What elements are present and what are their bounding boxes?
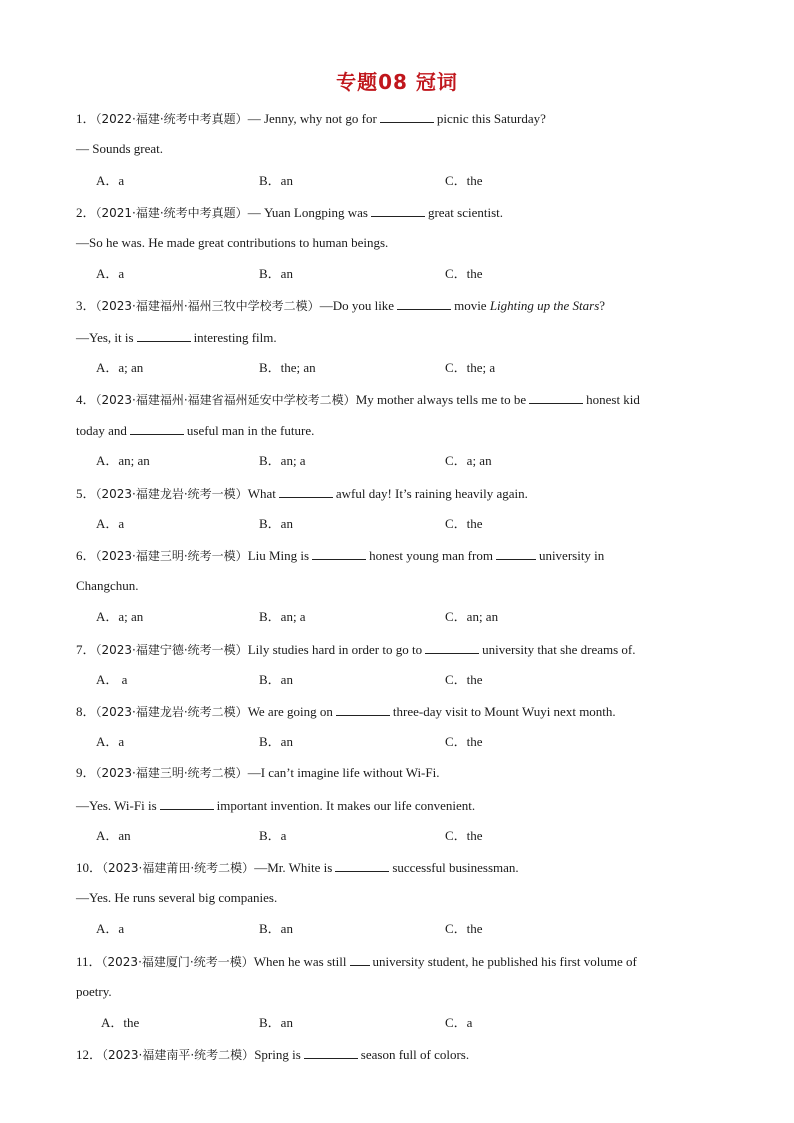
- answer-blank: [371, 204, 425, 217]
- question-source: （2021·福建·统考中考真题）: [95, 206, 248, 220]
- question-text: When he was still: [253, 954, 347, 969]
- answer-blank: [529, 391, 583, 404]
- question-number: 3．: [76, 298, 96, 313]
- question-text: awful day! It’s raining heavily again.: [335, 486, 528, 501]
- question-source: （2023·福建三明·统考一模）: [95, 549, 248, 563]
- question-text: My mother always tells me to be: [355, 392, 527, 407]
- option-a: A．the: [101, 1015, 140, 1030]
- reply-text: important invention. It makes our life convenient.: [216, 798, 476, 813]
- question-text: Liu Ming is: [247, 548, 310, 563]
- answer-blank: [137, 329, 191, 342]
- question-text: — Jenny, why not go for: [247, 111, 377, 126]
- option-a: A．an; an: [96, 453, 150, 468]
- question-text: useful man in the future.: [186, 423, 315, 438]
- question-text: Spring is: [254, 1047, 301, 1062]
- answer-blank: [350, 953, 370, 966]
- question-10: [76, 859, 519, 876]
- option-c: C．the: [445, 921, 483, 936]
- question-7: [76, 641, 636, 658]
- option-b: B．an: [259, 266, 293, 281]
- question-10-reply: —Yes. He runs several big companies.: [76, 890, 278, 905]
- option-a: A．a: [96, 173, 125, 188]
- question-source: （2023·福建福州·福建省福州延安中学校考二模）: [95, 393, 356, 407]
- question-text: honest young man from: [369, 548, 493, 563]
- option-c: C．the; a: [445, 360, 496, 375]
- question-text: today and: [76, 423, 127, 438]
- question-12: [76, 1046, 469, 1063]
- answer-blank: [380, 110, 434, 123]
- question-number: 7．: [76, 642, 96, 657]
- option-c: C．the: [445, 266, 483, 281]
- answer-blank: [425, 641, 479, 654]
- question-4: [76, 391, 640, 408]
- reply-text: —Yes. Wi-Fi is: [76, 798, 157, 813]
- question-text: ?: [599, 298, 606, 313]
- option-a: A．a; an: [96, 609, 144, 624]
- question-4-continued: [76, 422, 314, 439]
- answer-blank: [304, 1046, 358, 1059]
- option-a: A．a: [96, 921, 125, 936]
- question-number: 8．: [76, 704, 96, 719]
- option-b: B．an: [259, 1015, 293, 1030]
- question-source: （2023·福建三明·统考二模）: [95, 766, 248, 780]
- question-9: [76, 765, 439, 781]
- option-b: B．an: [259, 921, 293, 936]
- question-number: 9．: [76, 765, 96, 780]
- question-source: （2023·福建福州·福州三牧中学校考二模）: [95, 299, 320, 313]
- question-text: successful businessman.: [392, 860, 519, 875]
- question-text: Lily studies hard in order to go to: [247, 642, 423, 657]
- reply-text: interesting film.: [193, 330, 277, 345]
- question-text: three-day visit to Mount Wuyi next month.: [392, 704, 616, 719]
- question-8: [76, 703, 616, 720]
- question-2-reply: —So he was. He made great contributions to human beings.: [76, 235, 389, 250]
- option-a: A．an: [96, 828, 131, 843]
- question-text: university student, he published his first volume of: [372, 954, 637, 969]
- option-b: B．an: [259, 672, 293, 687]
- option-a: A．a; an: [96, 360, 144, 375]
- option-c: C．the: [445, 173, 483, 188]
- question-1: [76, 110, 546, 127]
- question-number: 2．: [76, 205, 96, 220]
- question-text: season full of colors.: [360, 1047, 470, 1062]
- option-b: B．a: [259, 828, 287, 843]
- page-title: 专题08 冠词: [336, 70, 458, 94]
- question-2: [76, 204, 503, 221]
- question-1-reply: — Sounds great.: [76, 141, 164, 156]
- question-number: 1．: [76, 111, 96, 126]
- option-c: C．the: [445, 828, 483, 843]
- question-text: movie: [454, 298, 487, 313]
- answer-blank: [130, 422, 184, 435]
- question-text: great scientist.: [427, 205, 504, 220]
- question-3-reply: [76, 329, 277, 346]
- option-b: B．the; an: [259, 360, 316, 375]
- question-source: （2023·福建南平·统考二模）: [102, 1048, 255, 1062]
- question-number: 4．: [76, 392, 96, 407]
- answer-blank: [160, 797, 214, 810]
- question-source: （2022·福建·统考中考真题）: [95, 112, 248, 126]
- question-number: 5．: [76, 486, 96, 501]
- answer-blank: [496, 547, 536, 560]
- option-c: C．the: [445, 672, 483, 687]
- question-text: picnic this Saturday?: [436, 111, 546, 126]
- question-text: We are going on: [247, 704, 333, 719]
- answer-blank: [397, 297, 451, 310]
- question-text: university that she dreams of.: [482, 642, 636, 657]
- question-source: （2023·福建莆田·统考二模）: [102, 861, 255, 875]
- question-number: 10．: [76, 860, 103, 875]
- option-a: A．a: [96, 516, 125, 531]
- question-number: 6．: [76, 548, 96, 563]
- option-a: A． a: [96, 672, 128, 687]
- question-text: What: [247, 486, 276, 501]
- question-text: —Mr. White is: [254, 860, 333, 875]
- question-source: （2023·福建厦门·统考一模）: [101, 955, 254, 969]
- option-c: C．a: [445, 1015, 473, 1030]
- question-text: —Do you like: [319, 298, 395, 313]
- option-b: B．an: [259, 734, 293, 749]
- option-b: B．an; a: [259, 609, 306, 624]
- option-a: A．a: [96, 734, 125, 749]
- answer-blank: [312, 547, 366, 560]
- question-11-continued: poetry.: [76, 984, 112, 999]
- option-c: C．the: [445, 734, 483, 749]
- question-5: [76, 485, 528, 502]
- option-b: B．an; a: [259, 453, 306, 468]
- question-source: （2023·福建宁德·统考一模）: [95, 643, 248, 657]
- answer-blank: [279, 485, 333, 498]
- movie-title: Lighting up the Stars: [489, 298, 600, 313]
- question-6: [76, 547, 604, 564]
- question-text: — Yuan Longping was: [247, 205, 368, 220]
- question-6-continued: Changchun.: [76, 578, 139, 593]
- question-source: （2023·福建龙岩·统考二模）: [95, 705, 248, 719]
- answer-blank: [335, 859, 389, 872]
- question-number: 12．: [76, 1047, 103, 1062]
- question-text: honest kid: [586, 392, 640, 407]
- question-text: university in: [538, 548, 605, 563]
- question-text: —I can’t imagine life without Wi-Fi.: [247, 765, 440, 780]
- question-number: 11．: [76, 954, 102, 969]
- option-b: B．an: [259, 173, 293, 188]
- option-c: C．a; an: [445, 453, 492, 468]
- option-c: C．the: [445, 516, 483, 531]
- option-a: A．a: [96, 266, 125, 281]
- question-source: （2023·福建龙岩·统考一模）: [95, 487, 248, 501]
- option-c: C．an; an: [445, 609, 499, 624]
- option-b: B．an: [259, 516, 293, 531]
- reply-text: —Yes, it is: [76, 330, 134, 345]
- answer-blank: [336, 703, 390, 716]
- question-11: [76, 953, 637, 970]
- question-9-reply: [76, 797, 475, 814]
- question-3: [76, 297, 605, 314]
